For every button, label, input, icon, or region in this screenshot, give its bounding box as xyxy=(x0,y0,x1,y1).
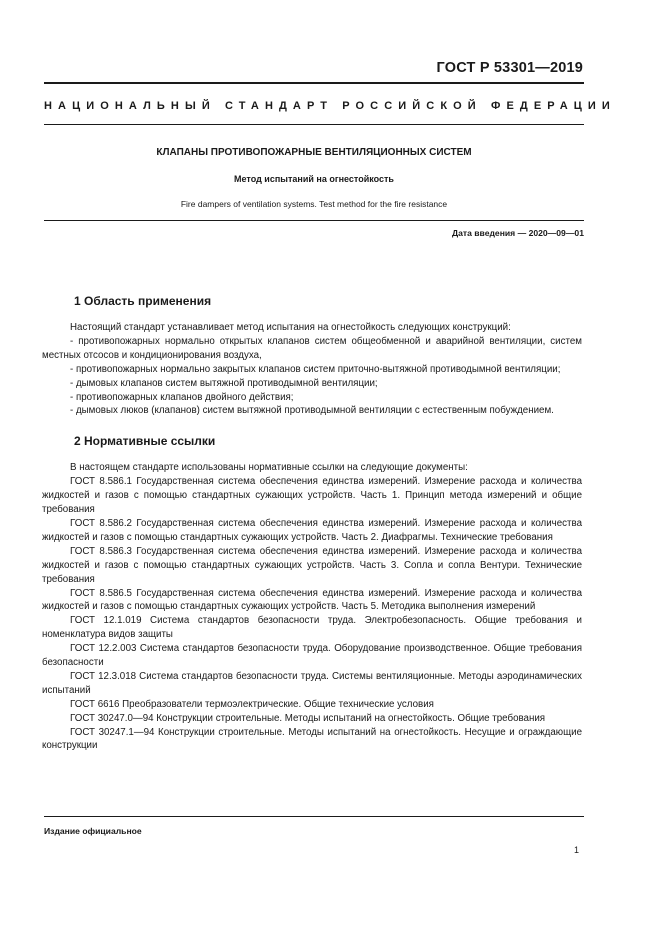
paragraph: В настоящем стандарте использованы нормативные ссылки на следующие документы: xyxy=(70,462,468,474)
page-number: 1 xyxy=(573,845,579,855)
list-item: - дымовых люков (клапанов) систем вытяжной противодымной вентиляции с естественным побуждением. xyxy=(70,405,554,417)
national-standard-header: НАЦИОНАЛЬНЫЙ СТАНДАРТ РОССИЙСКОЙ ФЕДЕРАЦИИ xyxy=(44,100,616,112)
reference-item: ГОСТ 12.1.019 Система стандартов безопасности труда. Электробезопасность. Общие требования и номенклатура видов защиты xyxy=(42,615,582,641)
introduction-date: Дата введения — 2020—09—01 xyxy=(451,228,584,238)
list-item: - дымовых клапанов систем вытяжной противодымной вентиляции; xyxy=(70,377,378,389)
reference-item: ГОСТ 12.3.018 Система стандартов безопасности труда. Системы вентиляционные. Методы аэродинамических испытаний xyxy=(42,670,582,696)
list-item: - противопожарных нормально открытых клапанов систем общеобменной и аварийной вентиляции, систем местных отсосов и кондиционирования воздуха, xyxy=(42,335,582,361)
paragraph: Настоящий стандарт устанавливает метод испытания на огнестойкость следующих конструкций: xyxy=(70,322,511,333)
header-rule-lower xyxy=(44,124,584,125)
document-title: КЛАПАНЫ ПРОТИВОПОЖАРНЫЕ ВЕНТИЛЯЦИОННЫХ СИСТЕМ xyxy=(156,147,472,158)
reference-item: ГОСТ 12.2.003 Система стандартов безопасности труда. Оборудование производственное. Общие требования безопасности xyxy=(42,643,582,669)
section-heading: 2 Нормативные ссылки xyxy=(74,434,216,449)
reference-item: ГОСТ 6616 Преобразователи термоэлектрические. Общие технические условия xyxy=(70,698,434,710)
reference-item: ГОСТ 30247.0—94 Конструкции строительные. Методы испытаний на огнестойкость. Общие требования xyxy=(70,712,546,724)
list-item: - противопожарных нормально закрытых клапанов систем приточно-вытяжной противодымной вентиляции; xyxy=(70,363,561,375)
title-rule xyxy=(44,220,584,221)
footer-rule xyxy=(44,816,584,817)
document-subtitle: Метод испытаний на огнестойкость xyxy=(234,174,394,184)
reference-item: ГОСТ 30247.1—94 Конструкции строительные. Методы испытаний на огнестойкость. Несущие и ограждающие конструкции xyxy=(42,726,582,752)
gost-number: ГОСТ Р 53301—2019 xyxy=(436,60,583,76)
official-edition-label: Издание официальное xyxy=(44,826,142,836)
document-title-english: Fire dampers of ventilation systems. Test method for the fire resistance xyxy=(180,199,448,209)
section-heading: 1 Область применения xyxy=(74,294,212,308)
reference-item: ГОСТ 8.586.5 Государственная система обеспечения единства измерений. Измерение расхода и количества жидкостей и газов с помощью стандартных сужающих устройств. Часть 5. Методика выполнения измерений xyxy=(42,587,582,613)
list-item: - противопожарных клапанов двойного действия; xyxy=(70,391,294,403)
header-rule xyxy=(44,82,584,84)
reference-item: ГОСТ 8.586.3 Государственная система обеспечения единства измерений. Измерение расхода и количества жидкостей и газов с помощью стандартных сужающих устройств. Часть 3. Сопла и сопла Вентури. Технические требования xyxy=(42,545,582,585)
reference-item: ГОСТ 8.586.2 Государственная система обеспечения единства измерений. Измерение расхода и количества жидкостей и газов с помощью стандартных сужающих устройств. Часть 2. Диафрагмы. Технические требования xyxy=(42,517,582,543)
document-body xyxy=(42,293,582,753)
reference-item: ГОСТ 8.586.1 Государственная система обеспечения единства измерений. Измерение расхода и количества жидкостей и газов с помощью стандартных сужающих устройств. Часть 1. Принцип метода измерений и общие требования xyxy=(42,476,582,516)
